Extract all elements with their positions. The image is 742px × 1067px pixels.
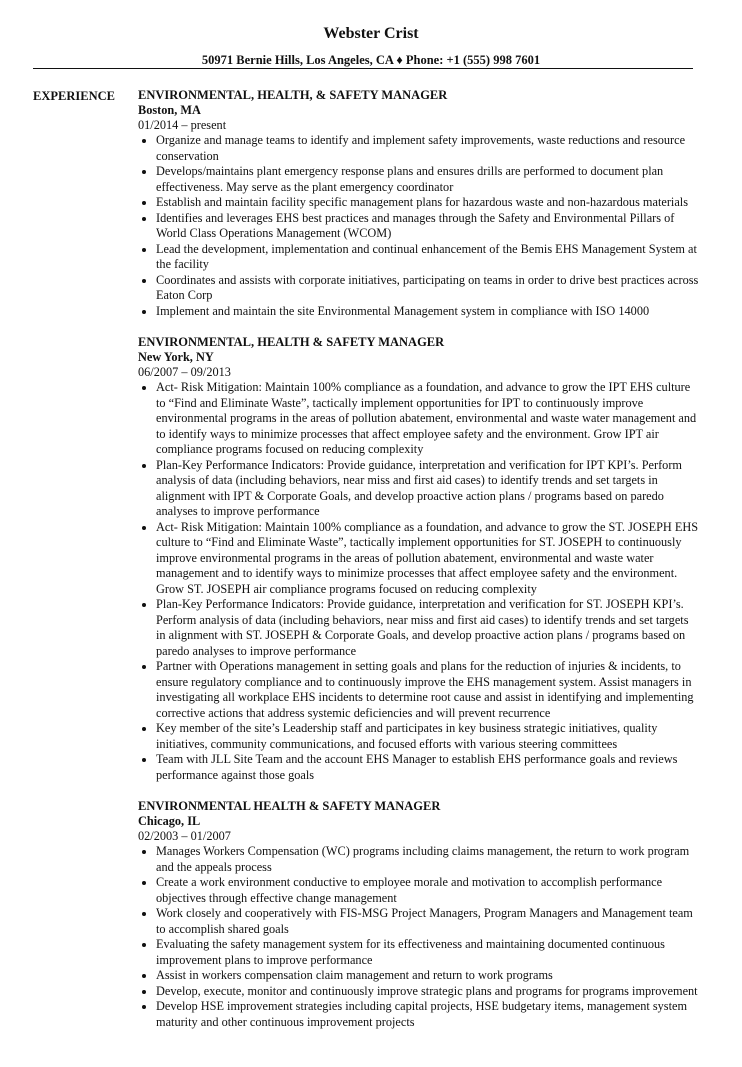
- bullet-item: • Develop, execute, monitor and continuously improve strategic plans and programs for programs improvement: [156, 984, 700, 1000]
- job-location: New York, NY: [138, 350, 214, 364]
- bullet-item: • Plan-Key Performance Indicators: Provide guidance, interpretation and verification for ST. JOSEPH KPI’s. Perform analysis of data (including behaviors, near miss and first aid cases) to identify trends and set targets in alignment with ST. JOSEPH & Corporate Goals, and develop proactive action plans / programs based on paredo analyses to improve performance: [156, 597, 700, 659]
- address: 50971 Bernie Hills, Los Angeles, CA: [201, 53, 394, 67]
- job-entry: [138, 335, 700, 783]
- bullet-item: • Act- Risk Mitigation: Maintain 100% compliance as a foundation, and advance to grow the ST. JOSEPH EHS culture to “Find and Eliminate Waste”, tactically implement opportunities for ST. JOSEPH to continuously improve environmental programs in the areas of pollution abatement, environmental and waste water management and to identify ways to minimize processes that affect employee safety and the environment. Grow ST. JOSEPH air compliance programs focused on reducing complexity: [156, 520, 700, 598]
- bullet-item: • Work closely and cooperatively with FIS-MSG Project Managers, Program Managers and Management team to accomplish shared goals: [156, 906, 700, 937]
- job-title: ENVIRONMENTAL, HEALTH & SAFETY MANAGER: [138, 335, 445, 349]
- separator-diamond: ♦: [396, 53, 403, 67]
- job-dates: 02/2003 – 01/2007: [138, 829, 231, 843]
- header-divider: [33, 68, 693, 69]
- bullet-item: • Evaluating the safety management system for its effectiveness and maintaining documented continuous improvement plans to improve performance: [156, 937, 700, 968]
- job-dates: 06/2007 – 09/2013: [138, 365, 231, 379]
- bullet-item: • Partner with Operations management in setting goals and plans for the reduction of injuries & incidents, to ensure regulatory compliance and to continuously improve the EHS management system. Assist managers in investigating all workplace EHS incidents to determine root cause and assist in identifying and implementing corrective actions that address systemic deficiencies and will prevent recurrence: [156, 659, 700, 721]
- bullet-item: • Act- Risk Mitigation: Maintain 100% compliance as a foundation, and advance to grow the IPT EHS culture to “Find and Eliminate Waste”, tactically implement opportunities for IPT to continuously improve environmental programs in the areas of pollution abatement, environmental and waste water management and to identify ways to minimize processes that affect employee safety and the environment. Grow IPT air compliance programs focused on reducing complexity: [156, 380, 700, 458]
- bullet-item: • Plan-Key Performance Indicators: Provide guidance, interpretation and verification for IPT KPI’s. Perform analysis of data (including behaviors, near miss and first aid cases) to identify trends and set targets in alignment with IPT & Corporate Goals, and develop proactive action plans / programs based on paredo analyses to improve performance: [156, 458, 700, 520]
- job-bullets: [138, 380, 700, 783]
- contact-line: [0, 52, 742, 68]
- job-title: ENVIRONMENTAL, HEALTH, & SAFETY MANAGER: [138, 88, 448, 102]
- bullet-item: • Implement and maintain the site Environmental Management system in compliance with ISO 14000: [156, 304, 700, 320]
- bullet-item: • Key member of the site’s Leadership staff and participates in key business strategic initiatives, quality initiatives, community communications, and focused efforts with various steering committees: [156, 721, 700, 752]
- job-list: [138, 88, 700, 1046]
- job-bullets: [138, 133, 700, 319]
- resume-header: [0, 0, 742, 68]
- candidate-name: Webster Crist: [323, 25, 419, 42]
- bullet-item: • Create a work environment conductive to employee morale and motivation to accomplish performance objectives through effective change management: [156, 875, 700, 906]
- section-title: EXPERIENCE: [33, 89, 115, 103]
- bullet-item: • Develops/maintains plant emergency response plans and ensures drills are performed to document plan effectiveness. May serve as the plant emergency coordinator: [156, 164, 700, 195]
- bullet-item: • Coordinates and assists with corporate initiatives, participating on teams in order to drive best practices across Eaton Corp: [156, 273, 700, 304]
- bullet-item: • Manages Workers Compensation (WC) programs including claims management, the return to work program and the appeals process: [156, 844, 700, 875]
- bullet-item: • Lead the development, implementation and continual enhancement of the Bemis EHS Management System at the facility: [156, 242, 700, 273]
- job-entry: [138, 799, 700, 1030]
- job-entry: [138, 88, 700, 319]
- phone: Phone: +1 (555) 998 7601: [405, 53, 541, 67]
- job-location: Boston, MA: [138, 103, 201, 117]
- bullet-item: • Develop HSE improvement strategies including capital projects, HSE budgetary items, management system maturity and other continuous improvement projects: [156, 999, 700, 1030]
- job-dates: 01/2014 – present: [138, 118, 227, 132]
- bullet-item: • Identifies and leverages EHS best practices and manages through the Safety and Environmental Pillars of World Class Operations Management (WCOM): [156, 211, 700, 242]
- bullet-item: • Organize and manage teams to identify and implement safety improvements, waste reductions and resource conservation: [156, 133, 700, 164]
- job-bullets: [138, 844, 700, 1030]
- job-location: Chicago, IL: [138, 814, 201, 828]
- bullet-item: • Team with JLL Site Team and the account EHS Manager to establish EHS performance goals and reviews performance against those goals: [156, 752, 700, 783]
- bullet-item: • Establish and maintain facility specific management plans for hazardous waste and non-hazardous materials: [156, 195, 700, 211]
- bullet-item: • Assist in workers compensation claim management and return to work programs: [156, 968, 700, 984]
- job-title: ENVIRONMENTAL HEALTH & SAFETY MANAGER: [138, 799, 441, 813]
